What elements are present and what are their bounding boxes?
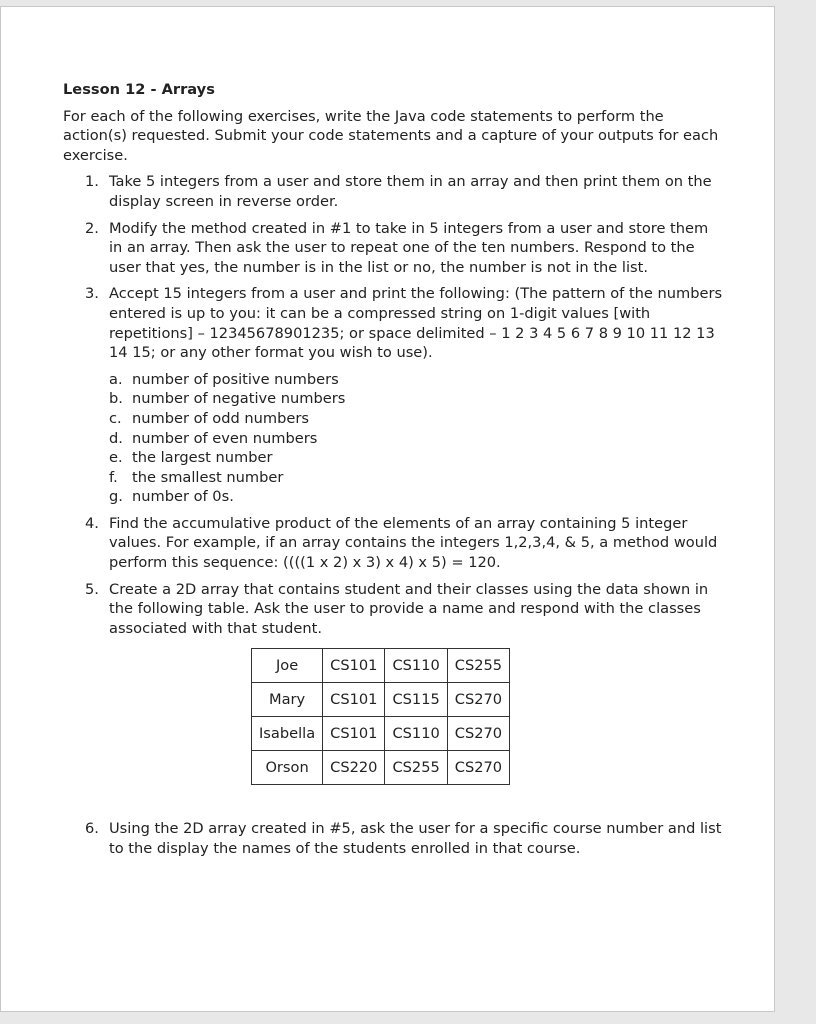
exercise-item <box>63 172 723 211</box>
exercise-text: Accept 15 integers from a user and print the following: (The pattern of the numbers entered is up to you: it can be a compressed string on 1-digit values [with repetitions] – 12345678901235; or space delimited – 1 2 3 4 5 6 7 8 9 10 11 12 13 14 15; or any other format you wish to use). <box>109 285 723 362</box>
document-content <box>63 80 723 866</box>
exercise-number: 1. <box>85 173 99 191</box>
sub-item <box>109 448 723 468</box>
course-cell: CS101 <box>323 649 385 683</box>
exercise-text: Using the 2D array created in #5, ask the user for a specific course number and list to the display the names of the students enrolled in that course. <box>109 820 722 858</box>
course-cell: CS255 <box>447 649 509 683</box>
course-cell: CS255 <box>385 751 447 785</box>
table-row <box>252 649 510 683</box>
sub-text: the smallest number <box>132 468 284 486</box>
exercise-number: 3. <box>85 285 99 303</box>
sub-item <box>109 370 723 390</box>
sub-letter: f. <box>109 468 118 486</box>
exercise-number: 2. <box>85 219 99 237</box>
exercise-list <box>63 172 723 858</box>
exercise-text: Take 5 integers from a user and store them in an array and then print them on the display screen in reverse order. <box>109 173 712 210</box>
exercise-text: Find the accumulative product of the elements of an array containing 5 integer values. For example, if an array contains the integers 1,2,3,4, & 5, a method would perform this sequence: ((((1 x 2) x 3) x 4) x 5) = 120. <box>109 514 718 572</box>
sub-item <box>109 389 723 409</box>
sub-item <box>109 487 723 507</box>
course-cell: CS101 <box>323 717 385 751</box>
student-name-cell: Isabella <box>252 717 323 751</box>
course-cell: CS110 <box>385 649 447 683</box>
sub-text: number of even numbers <box>132 429 318 447</box>
course-cell: CS270 <box>447 751 509 785</box>
sub-text: number of negative numbers <box>132 390 346 408</box>
student-name-cell: Joe <box>252 649 323 683</box>
course-cell: CS270 <box>447 717 509 751</box>
sub-item <box>109 409 723 429</box>
course-cell: CS110 <box>385 717 447 751</box>
course-cell: CS270 <box>447 683 509 717</box>
exercise-item <box>63 219 723 278</box>
exercise-number: 6. <box>85 820 99 838</box>
table-row <box>252 683 510 717</box>
sub-text: number of odd numbers <box>132 409 309 427</box>
sub-text: number of positive numbers <box>132 370 339 388</box>
student-name-cell: Mary <box>252 683 323 717</box>
exercise-item <box>63 284 723 507</box>
lesson-title: Lesson 12 - Arrays <box>63 81 215 98</box>
sub-item <box>109 468 723 488</box>
sub-list <box>109 370 723 507</box>
sub-letter: a. <box>109 370 123 388</box>
exercise-item <box>63 514 723 573</box>
sub-letter: e. <box>109 449 123 467</box>
sub-letter: c. <box>109 409 122 427</box>
exercise-item <box>63 580 723 786</box>
sub-letter: b. <box>109 390 123 408</box>
table-row <box>252 751 510 785</box>
sub-letter: g. <box>109 488 123 506</box>
exercise-number: 5. <box>85 580 99 598</box>
document-page <box>0 6 775 1012</box>
exercise-text: Modify the method created in #1 to take in 5 integers from a user and store them in an array. Then ask the user to repeat one of the ten numbers. Respond to the user that yes, the number is in the list or no, the number is not in the list. <box>109 219 709 276</box>
intro-paragraph: For each of the following exercises, write the Java code statements to perform the action(s) requested. Submit your code statements and a capture of your outputs for each exercise. <box>63 107 719 164</box>
exercise-text: Create a 2D array that contains student and their classes using the data shown in the following table. Ask the user to provide a name and respond with the classes associated with that student. <box>109 580 709 637</box>
sub-item <box>109 429 723 449</box>
sub-text: the largest number <box>132 449 273 467</box>
sub-letter: d. <box>109 429 123 447</box>
course-cell: CS220 <box>323 751 385 785</box>
table-row <box>252 717 510 751</box>
student-classes-table <box>251 648 510 785</box>
sub-text: number of 0s. <box>132 488 234 506</box>
exercise-item <box>63 819 723 858</box>
course-cell: CS101 <box>323 683 385 717</box>
student-name-cell: Orson <box>252 751 323 785</box>
course-cell: CS115 <box>385 683 447 717</box>
exercise-number: 4. <box>85 514 99 532</box>
